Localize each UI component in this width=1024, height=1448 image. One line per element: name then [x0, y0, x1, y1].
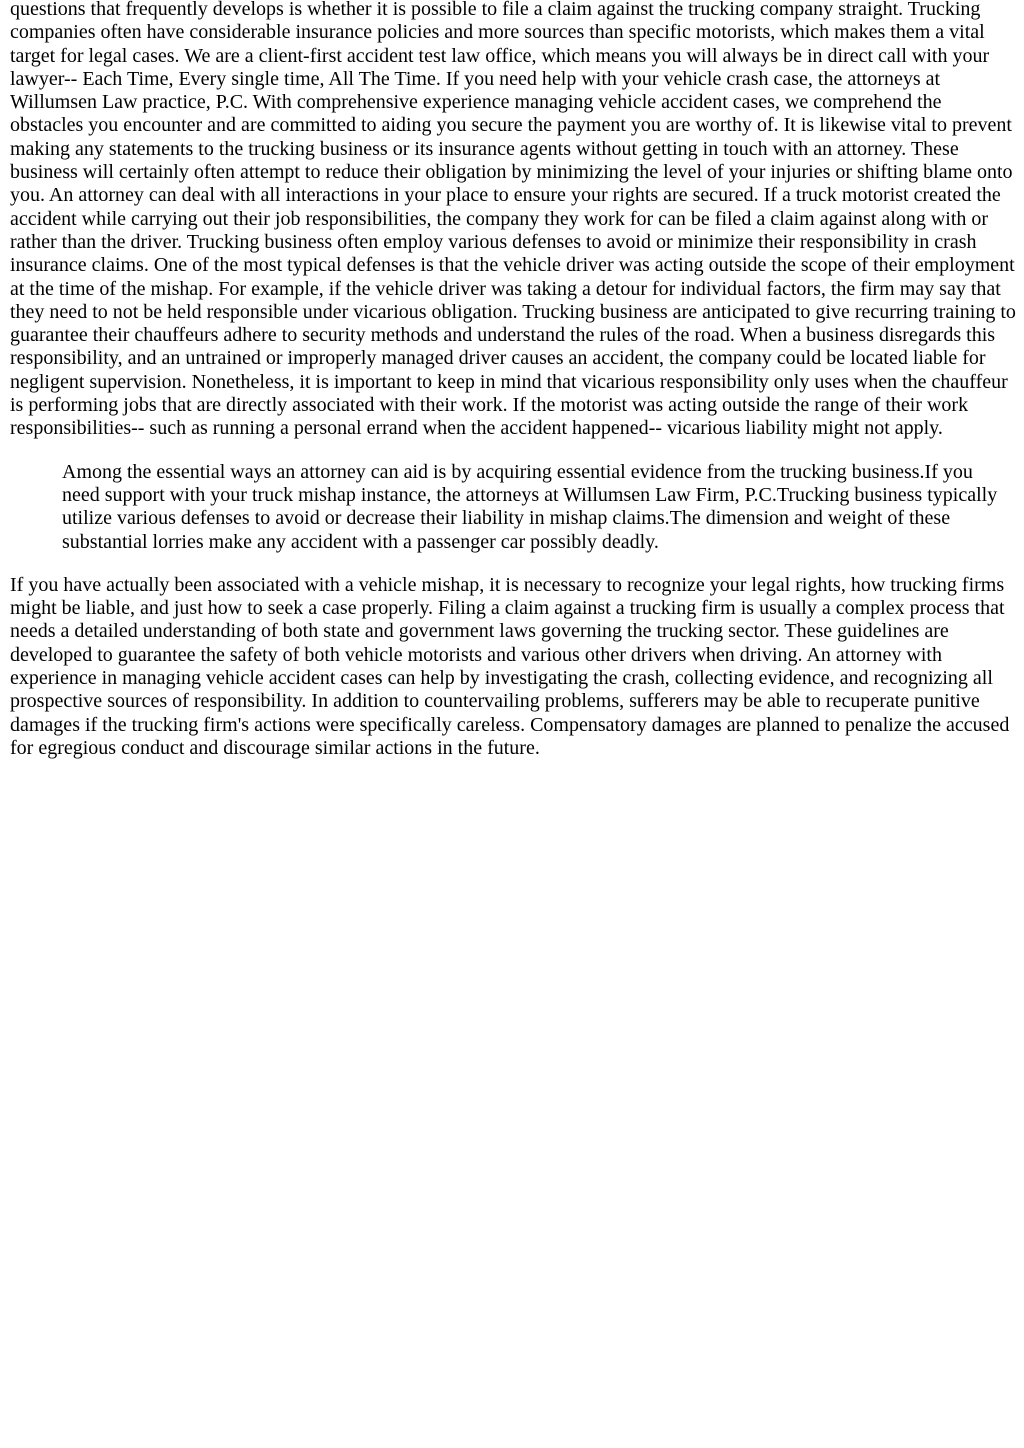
paragraph-legal-rights: If you have actually been associated with a vehicle mishap, it is necessary to recognize your legal rights, how trucking firms might be liable, and just how to seek a case properly. Filing a claim against a trucking firm is usually a complex process that needs a detailed understanding of both state and government laws governing the trucking sector. These guidelines are developed to guarantee the safety of both vehicle motorists and various other drivers when driving. An attorney with experience in managing vehicle accident cases can help by investigating the crash, collecting evidence, and recognizing all prospective sources of responsibility. In addition to countervailing problems, sufferers may be able to recuperate punitive damages if the trucking firm's actions were specifically careless. Compensatory damages are planned to penalize the accused for egregious conduct and discourage similar actions in the future. — [10, 573, 1010, 759]
blockquote-evidence: Among the essential ways an attorney can aid is by acquiring essential evidence from the trucking business.If you need support with your truck mishap instance, the attorneys at Willumsen Law Firm, P.C.Trucking business typically utilize various defenses to avoid or decrease their liability in mishap claims.The dimension and weight of these substantial lorries make any accident with a passenger car possibly deadly. — [62, 460, 998, 553]
paragraph-trucking-claims: questions that frequently develops is whether it is possible to file a claim against the trucking company straight. Trucking companies often have considerable insurance policies and more sources than specific motorists, which makes them a vital target for legal cases. We are a client-first accident test law office, which means you will always be in direct call with your lawyer-- Each Time, Every single time, All The Time. If you need help with your vehicle crash case, the attorneys at Willumsen Law practice, P.C. With comprehensive experience managing vehicle accident cases, we comprehend the obstacles you encounter and are committed to aiding you secure the payment you are worthy of. It is likewise vital to prevent making any statements to the trucking business or its insurance agents without getting in touch with an attorney. These business will certainly often attempt to reduce their obligation by minimizing the level of your injuries or shifting blame onto you. An attorney can deal with all interactions in your place to ensure your rights are secured. If a truck motorist created the accident while carrying out their job responsibilities, the company they work for can be filed a claim against along with or rather than the driver. Trucking business often employ various defenses to avoid or minimize their responsibility in crash insurance claims. One of the most typical defenses is that the vehicle driver was acting outside the scope of their employment at the time of the mishap. For example, if the vehicle driver was taking a detour for individual factors, the firm may say that they need to not be held responsible under vicarious obligation. Trucking business are anticipated to give recurring training to guarantee their chauffeurs adhere to security methods and understand the rules of the road. When a business disregards this responsibility, and an untrained or improperly managed driver causes an accident, the company could be located liable for negligent supervision. Nonetheless, it is important to keep in mind that vicarious responsibility only uses when the chauffeur is performing jobs that are directly associated with their work. If the motorist was acting outside the range of their work responsibilities-- such as running a personal errand when the accident happened-- vicarious liability might not apply. — [10, 0, 1016, 440]
